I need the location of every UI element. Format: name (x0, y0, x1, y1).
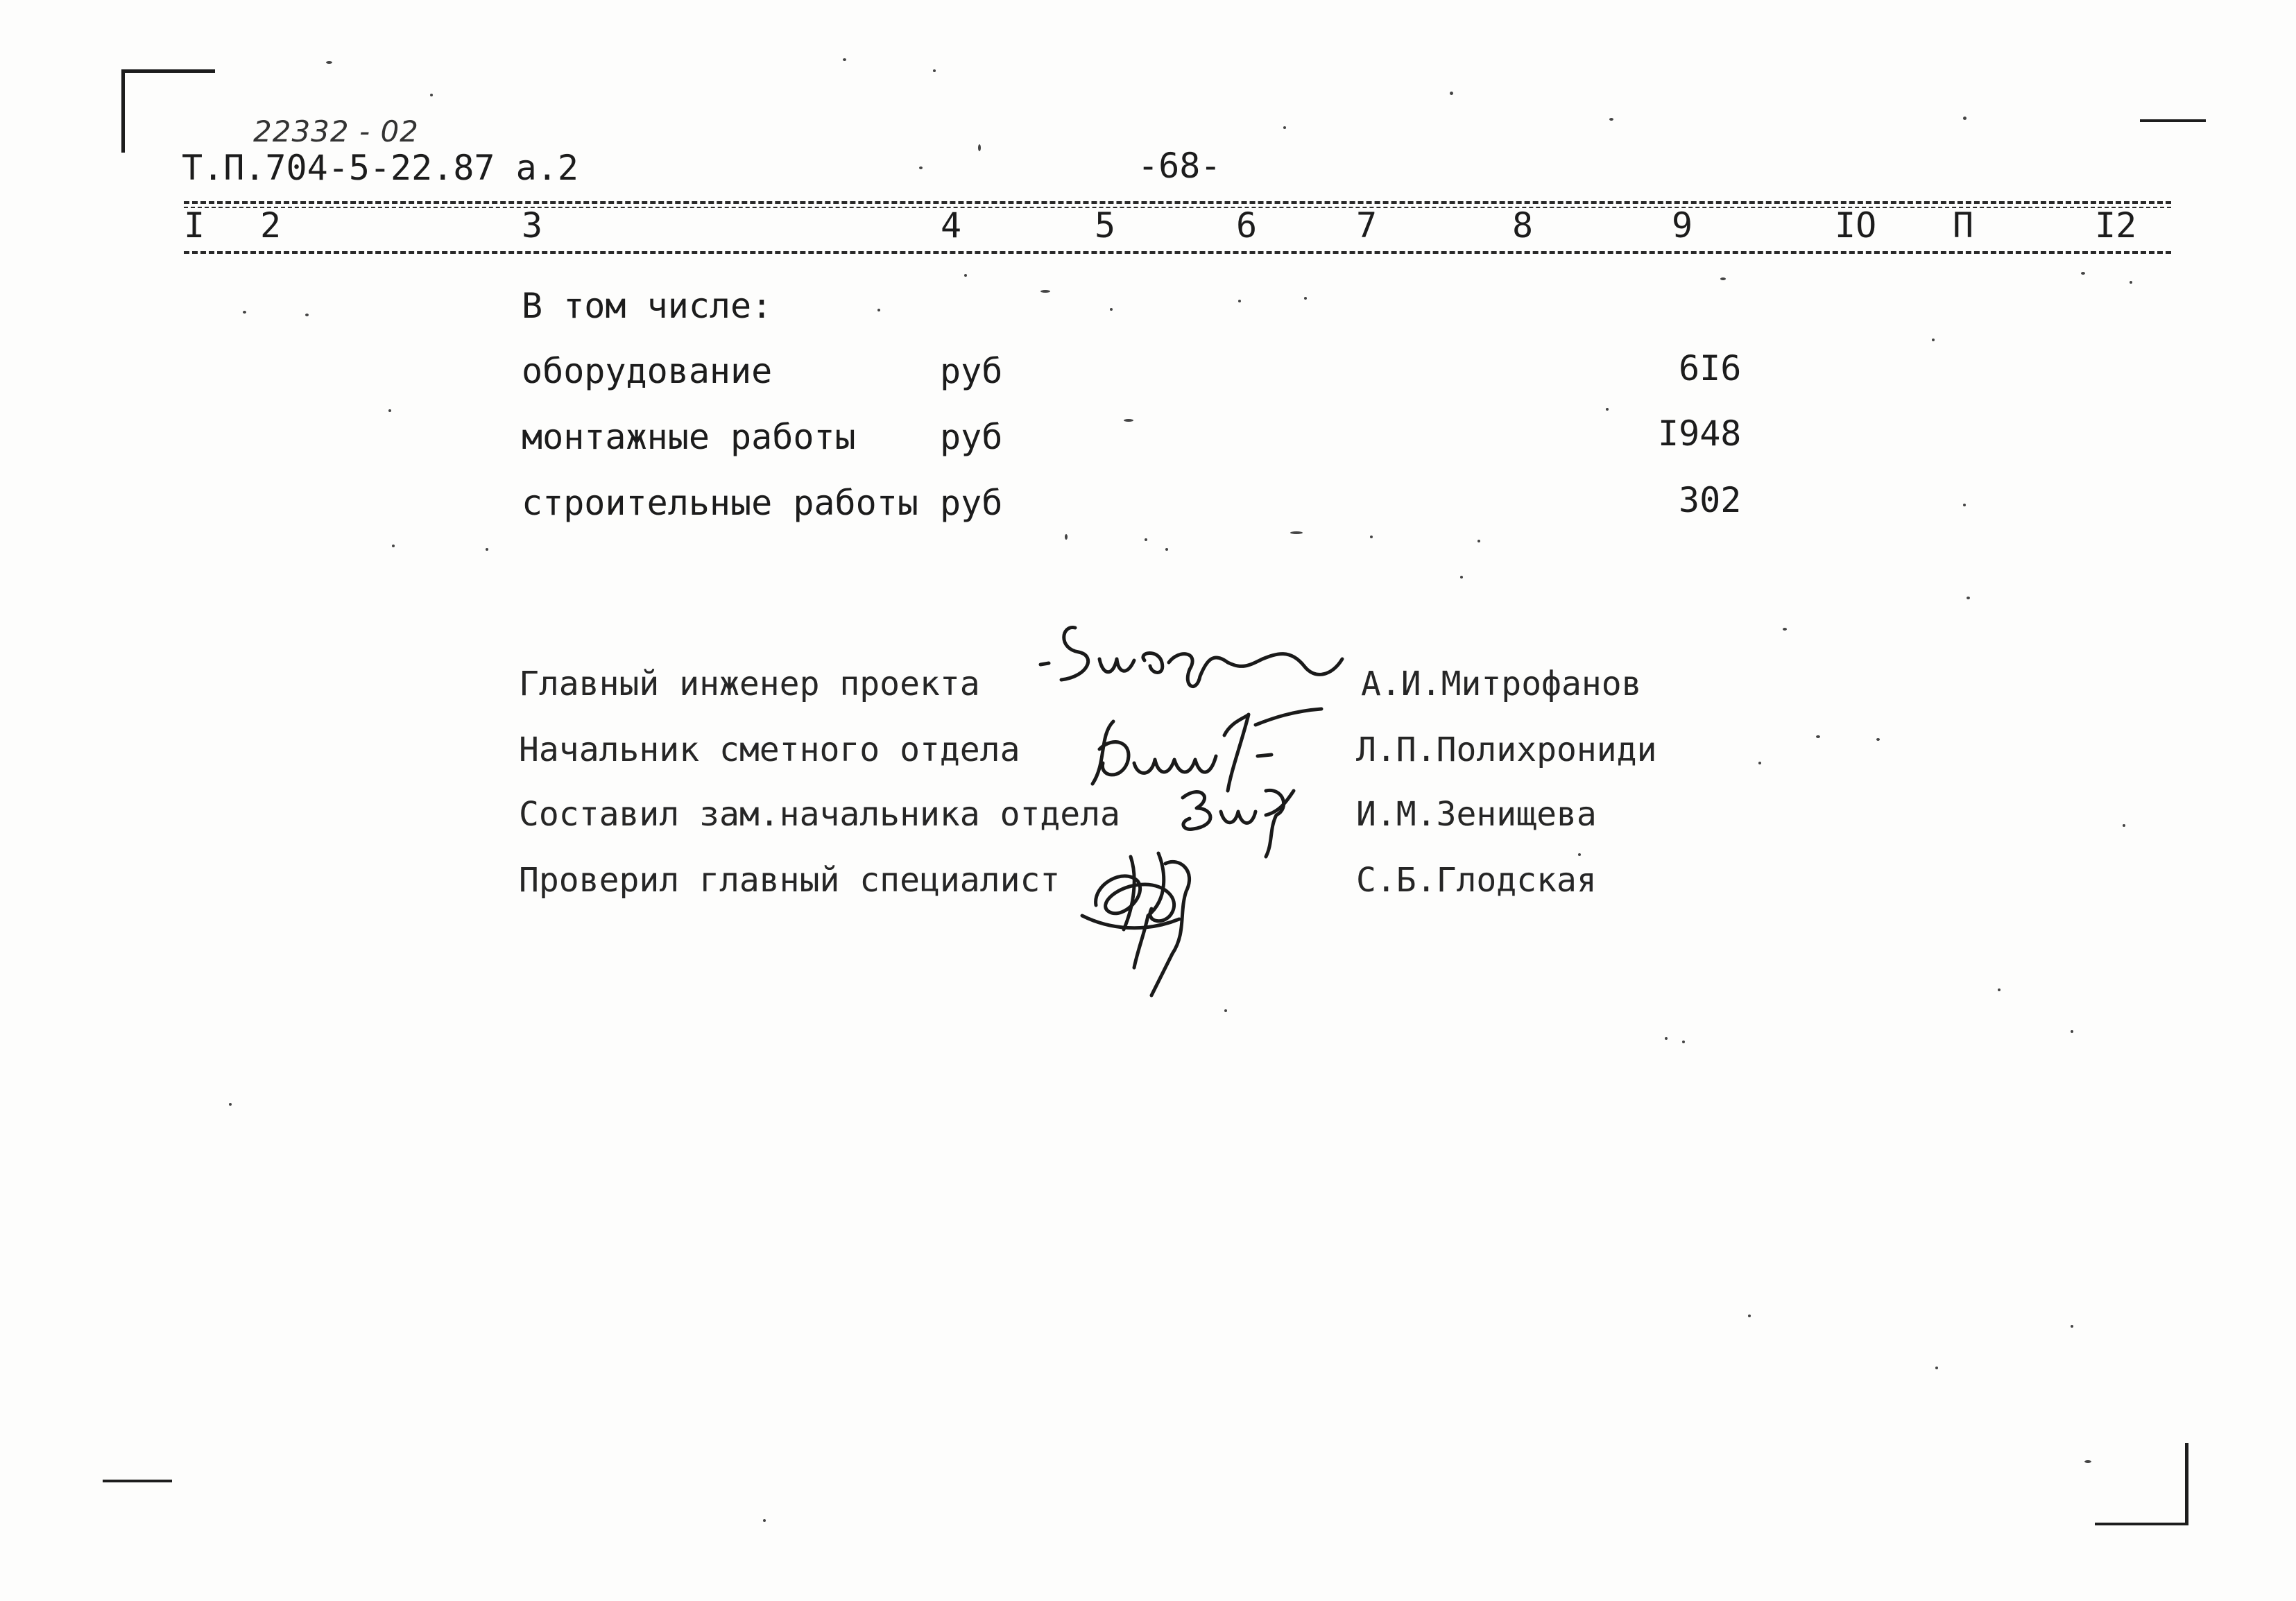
column-number: П (1953, 205, 1974, 246)
column-number: 6 (1236, 205, 1258, 246)
scan-speck (1460, 576, 1463, 579)
column-number: 5 (1095, 205, 1116, 246)
scan-speck (2071, 1325, 2073, 1328)
row-name: монтажные работы (522, 417, 856, 457)
scan-speck (1720, 277, 1726, 280)
scan-speck (1110, 308, 1113, 311)
scan-speck (430, 94, 433, 96)
scan-speck (486, 548, 488, 551)
row-value: 302 (1679, 480, 1742, 520)
scan-speck (1578, 853, 1581, 856)
column-number: 9 (1672, 205, 1693, 246)
scan-speck (1748, 1315, 1751, 1317)
corner-mark-bottom-right-vertical (2185, 1443, 2188, 1525)
scan-speck (1477, 540, 1480, 542)
scan-speck (1165, 548, 1168, 551)
handwritten-document-number: 22332 - 02 (253, 114, 419, 148)
scan-speck (1935, 1367, 1938, 1369)
scan-speck (1290, 531, 1303, 534)
row-name: оборудование (522, 351, 773, 391)
scan-speck (933, 69, 936, 72)
signature-chief-engineer (1040, 610, 1367, 701)
column-number: 3 (522, 205, 543, 246)
scan-speck (877, 309, 880, 311)
scan-speck (1065, 534, 1068, 540)
column-number: IO (1835, 205, 1877, 246)
document-code: Т.П.704-5-22.87 а.2 (182, 148, 579, 188)
scan-speck (1682, 1041, 1685, 1043)
scan-speck (2081, 272, 2085, 275)
scan-speck (243, 311, 246, 314)
signatory-title: Проверил главный специалист (519, 861, 1061, 900)
column-number: I (184, 205, 205, 246)
corner-mark-bottom-right-horizontal (2095, 1523, 2188, 1525)
signatory-name: А.И.Митрофанов (1361, 665, 1642, 703)
scan-speck (1816, 735, 1820, 738)
rows-heading: В том числе: (522, 286, 773, 326)
scan-speck (326, 61, 332, 64)
scan-speck (1963, 504, 1966, 506)
row-unit: руб (940, 483, 1003, 523)
page-number: -68- (1138, 146, 1222, 186)
column-number: 8 (1512, 205, 1534, 246)
scan-speck (1932, 339, 1935, 341)
scan-speck (1145, 538, 1147, 541)
scan-speck (2071, 1030, 2073, 1033)
scan-speck (1609, 118, 1613, 121)
scan-speck (1124, 419, 1133, 422)
scan-speck (763, 1519, 766, 1522)
row-unit: руб (940, 351, 1003, 391)
table-header-bottom-rule (184, 251, 2171, 254)
scan-speck (1224, 1009, 1227, 1012)
scan-speck (388, 409, 391, 412)
column-number: 7 (1356, 205, 1378, 246)
scan-speck (1304, 297, 1307, 300)
scan-speck (1967, 597, 1970, 599)
scan-speck (2123, 824, 2125, 827)
signatory-title: Главный инженер проекта (519, 665, 980, 703)
scan-speck (392, 545, 395, 547)
row-name: строительные работы (522, 483, 918, 523)
scan-speck (1040, 290, 1050, 293)
column-number: 2 (260, 205, 282, 246)
table-header-top-rule (184, 201, 2171, 204)
scan-speck (919, 166, 923, 169)
scan-speck (1665, 1037, 1668, 1040)
scan-speck (229, 1103, 232, 1106)
signatory-name: Л.П.Полихрониди (1356, 730, 1657, 769)
signatory-title: Начальник сметного отдела (519, 730, 1020, 769)
column-number: I2 (2095, 205, 2137, 246)
row-unit: руб (940, 417, 1003, 457)
signatory-name: С.Б.Глодская (1356, 861, 1597, 900)
scan-speck (1370, 536, 1373, 538)
scan-speck (978, 144, 981, 151)
scan-speck (1876, 738, 1880, 741)
scan-speck (964, 274, 967, 277)
scan-speck (1783, 628, 1787, 631)
signatory-name: И.М.Зенищева (1356, 795, 1597, 834)
column-number: 4 (941, 205, 962, 246)
corner-mark-top-right (2140, 119, 2206, 122)
scan-speck (1238, 300, 1241, 302)
scan-speck (1963, 117, 1967, 120)
scan-speck (305, 314, 309, 316)
corner-mark-top-left-vertical (121, 69, 125, 153)
scan-speck (1283, 126, 1286, 129)
signature-checker (1082, 843, 1242, 999)
scan-speck (1606, 408, 1609, 411)
signatory-title: Составил зам.начальника отдела (519, 795, 1120, 834)
scan-speck (2130, 281, 2132, 284)
scan-speck (843, 58, 846, 61)
row-value: 6I6 (1679, 348, 1742, 388)
corner-mark-bottom-left (103, 1480, 172, 1482)
scan-speck (1998, 988, 2001, 991)
scan-speck (1758, 762, 1761, 764)
row-value: I948 (1658, 413, 1742, 454)
scan-speck (1450, 92, 1453, 95)
scan-speck (2084, 1460, 2091, 1463)
corner-mark-top-left-horizontal (121, 69, 215, 73)
